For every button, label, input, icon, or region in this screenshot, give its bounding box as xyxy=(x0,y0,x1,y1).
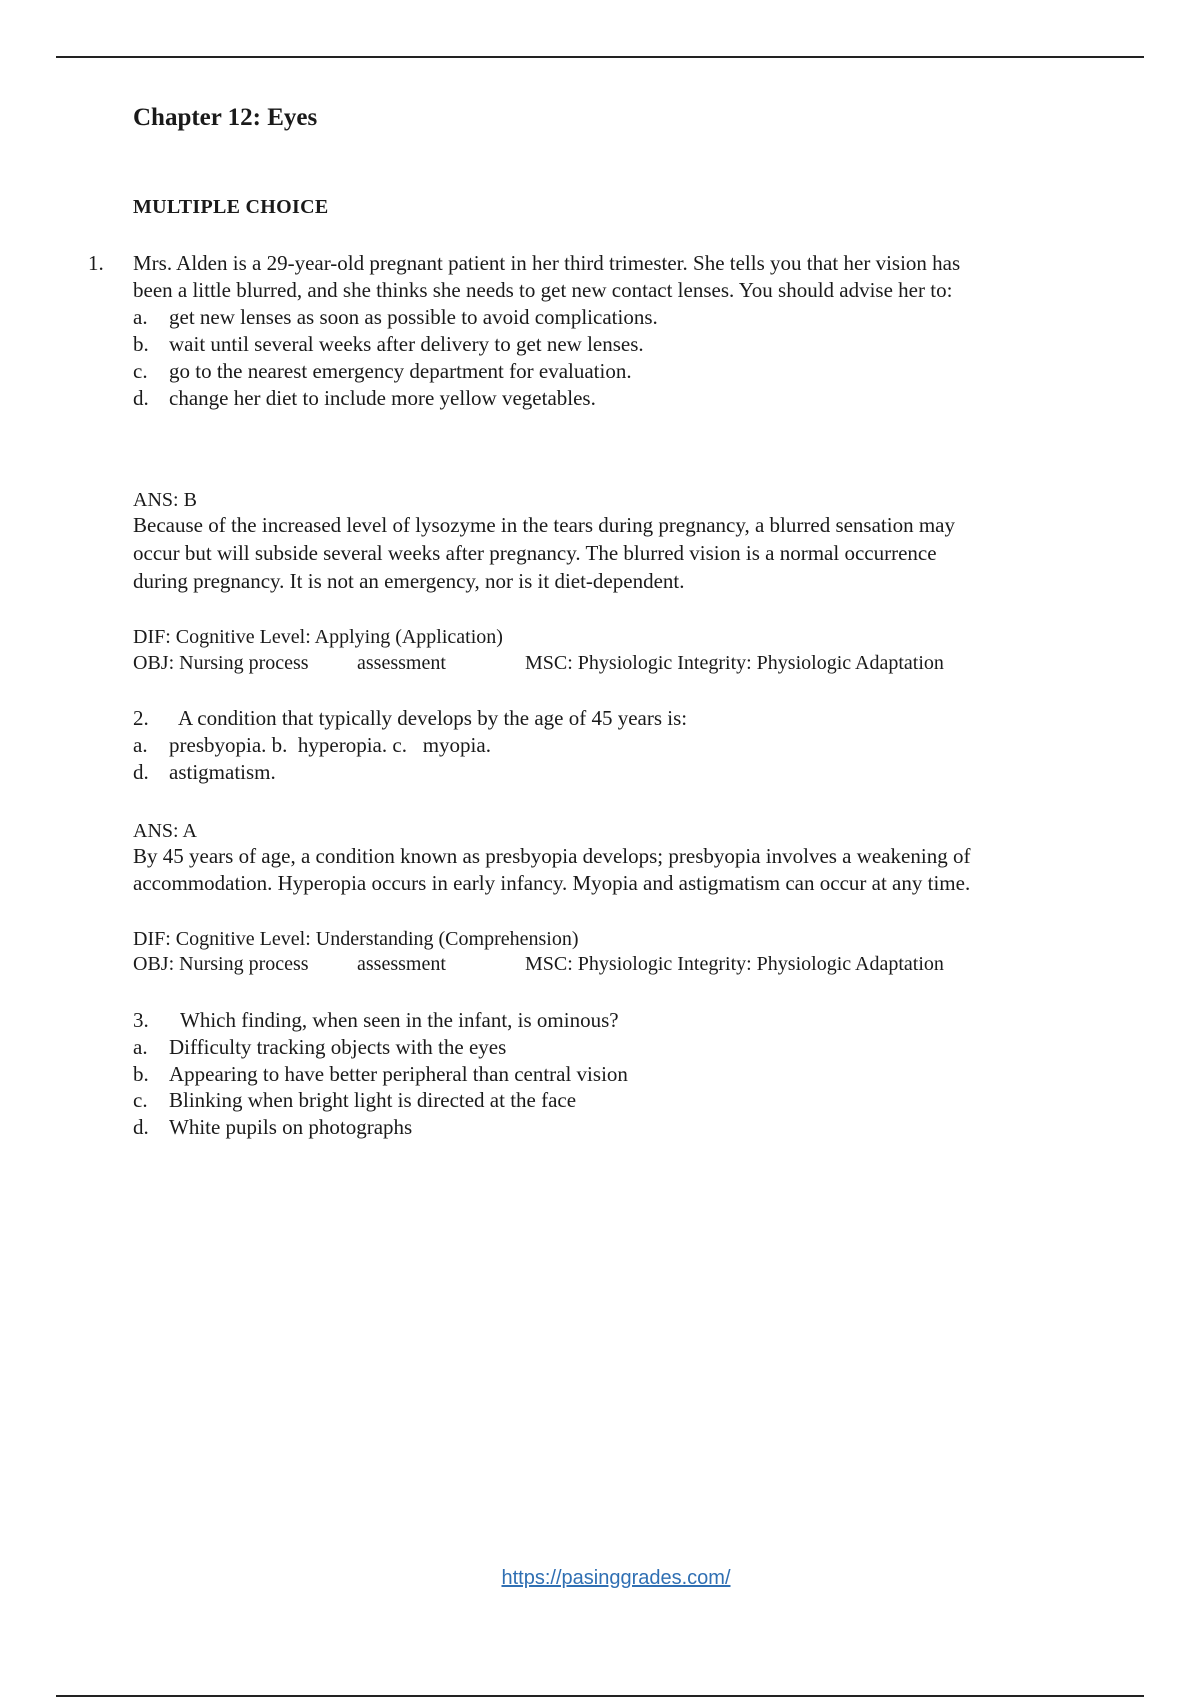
option-text: White pupils on photographs xyxy=(169,1115,413,1139)
top-rule xyxy=(56,56,1144,58)
bottom-rule xyxy=(56,1695,1144,1697)
question-3-option-d xyxy=(133,1114,412,1141)
option-letter: d. xyxy=(133,1115,149,1139)
option-letter: c. xyxy=(133,359,148,383)
msc-label: MSC: Physiologic Integrity: Physiologic Adaptation xyxy=(525,953,944,975)
chapter-title: Chapter 12: Eyes xyxy=(133,104,318,131)
question-2-number: 2. xyxy=(133,706,149,730)
question-3-option-a xyxy=(133,1034,506,1061)
option-text: Difficulty tracking objects with the eyes xyxy=(169,1035,507,1059)
question-2-options-row xyxy=(133,732,491,759)
question-2-rationale-line-1: By 45 years of age, a condition known as presbyopia develops; presbyopia involves a weakening of xyxy=(133,844,971,868)
question-1-option-a xyxy=(133,304,658,331)
question-3-option-b xyxy=(133,1061,628,1088)
question-3-stem: Which finding, when seen in the infant, is ominous? xyxy=(180,1008,619,1032)
option-letter: a. xyxy=(133,733,148,757)
option-text: myopia. xyxy=(422,733,491,757)
question-1-number: 1. xyxy=(88,251,104,275)
option-letter: d. xyxy=(133,386,149,410)
option-letter: c. xyxy=(392,733,407,757)
question-1-rationale-line-2: occur but will subside several weeks after pregnancy. The blurred vision is a normal occurrence xyxy=(133,541,937,565)
question-1-dif: DIF: Cognitive Level: Applying (Application) xyxy=(133,626,503,648)
option-text: presbyopia. xyxy=(169,733,267,757)
question-1-stem-line-2: been a little blurred, and she thinks she needs to get new contact lenses. You should advise her to: xyxy=(133,278,953,302)
question-3-number: 3. xyxy=(133,1008,149,1032)
question-1-option-d xyxy=(133,385,596,412)
obj-label: OBJ: Nursing process xyxy=(133,652,309,674)
option-letter: d. xyxy=(133,760,149,784)
option-text: astigmatism. xyxy=(169,760,276,784)
question-2-rationale-line-2: accommodation. Hyperopia occurs in early infancy. Myopia and astigmatism can occur at any time. xyxy=(133,871,971,895)
question-2-dif: DIF: Cognitive Level: Understanding (Comprehension) xyxy=(133,928,579,950)
section-title: MULTIPLE CHOICE xyxy=(133,196,329,218)
option-letter: b. xyxy=(133,1062,149,1086)
option-text: change her diet to include more yellow vegetables. xyxy=(169,386,596,410)
option-text: get new lenses as soon as possible to avoid complications. xyxy=(169,305,658,329)
question-1-option-c xyxy=(133,358,632,385)
obj-value: assessment xyxy=(357,652,446,674)
option-letter: b. xyxy=(271,733,288,757)
question-1-rationale-line-1: Because of the increased level of lysozyme in the tears during pregnancy, a blurred sensation may xyxy=(133,513,956,537)
question-1-stem-line-1: Mrs. Alden is a 29-year-old pregnant patient in her third trimester. She tells you that her vision has xyxy=(133,251,961,275)
option-letter: a. xyxy=(133,1035,148,1059)
obj-label: OBJ: Nursing process xyxy=(133,953,309,975)
question-1-answer: ANS: B xyxy=(133,489,197,511)
option-text: hyperopia. xyxy=(297,733,388,757)
question-1-rationale-line-3: during pregnancy. It is not an emergency, nor is it diet-dependent. xyxy=(133,569,685,593)
option-letter: c. xyxy=(133,1088,148,1112)
option-text: wait until several weeks after delivery to get new lenses. xyxy=(169,332,644,356)
option-text: Blinking when bright light is directed at the face xyxy=(169,1088,577,1112)
question-1-option-b xyxy=(133,331,644,358)
question-2-option-d xyxy=(133,759,276,786)
obj-value: assessment xyxy=(357,953,446,975)
question-3-option-c xyxy=(133,1087,576,1114)
msc-label: MSC: Physiologic Integrity: Physiologic Adaptation xyxy=(525,652,944,674)
question-2-answer: ANS: A xyxy=(133,820,197,842)
question-2-stem: A condition that typically develops by the age of 45 years is: xyxy=(178,706,688,730)
option-letter: b. xyxy=(133,332,149,356)
option-letter: a. xyxy=(133,305,148,329)
option-text: go to the nearest emergency department for evaluation. xyxy=(169,359,632,383)
option-text: Appearing to have better peripheral than central vision xyxy=(169,1062,628,1086)
question-2-obj-row xyxy=(133,951,1033,977)
footer-link[interactable]: https://pasinggrades.com/ xyxy=(501,1567,731,1589)
question-1-obj-row xyxy=(133,650,1033,676)
